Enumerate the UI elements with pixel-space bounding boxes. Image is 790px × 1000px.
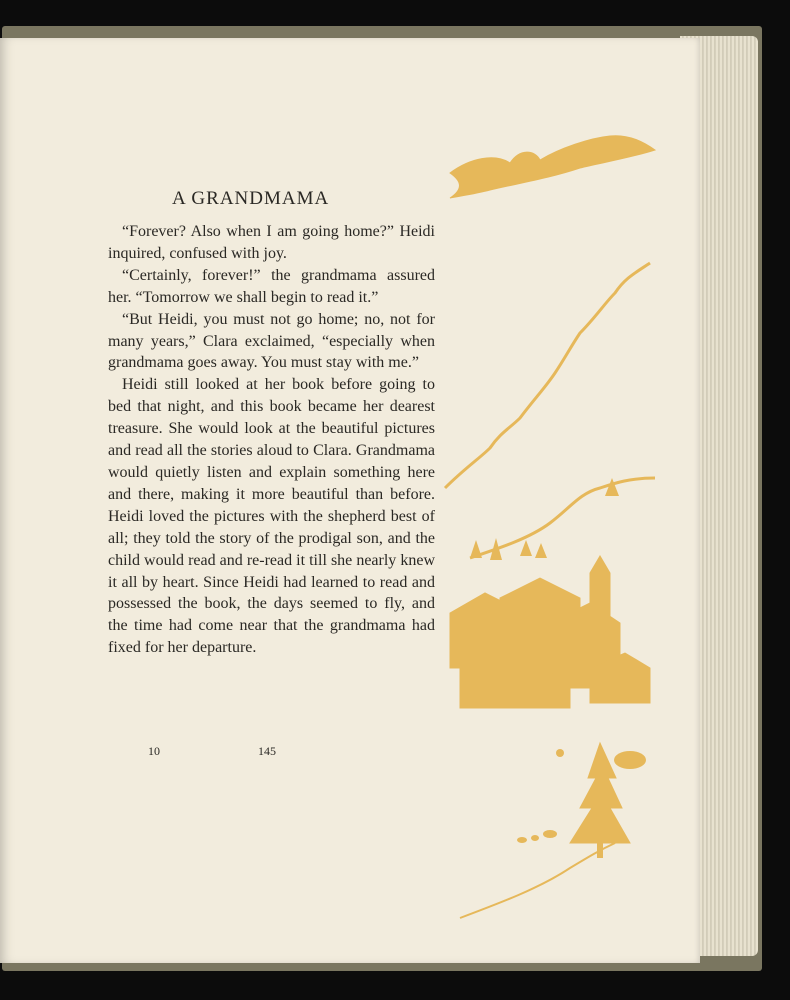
cloud-shape: [450, 136, 655, 198]
paragraph-3: “But Heidi, you must not go home; no, not for many years,” Clara exclaimed, “especially when grandmama goes away. You must stay with me.”: [108, 310, 435, 372]
tree-small-3: [520, 540, 532, 556]
chapter-heading: A GRANDMAMA: [172, 188, 330, 209]
body-text: [108, 221, 435, 659]
signature-mark: 10: [148, 744, 160, 758]
stone-9: [543, 830, 557, 838]
stone-8: [531, 835, 539, 841]
ridge-line: [445, 263, 650, 488]
stone-10: [556, 749, 564, 757]
trail-line: [460, 843, 615, 918]
tree-small-4: [535, 543, 547, 558]
paragraph-4: Heidi still looked at her book before going to bed that night, and this book became her dearest treasure. She would look at the beautiful pictures and read all the stories aloud to Clara. Grandmama would quietly listen and explain something here and there, making it more beautiful than before. Heidi loved the pictures with the shepherd best of all; they told the story of the prodigal son, and the child would read and re-read it till she nearly knew it all by heart. Since Heidi had learned to read and possessed the book, the days seemed to fly, and the time had come near that the grandmama had fixed for her departure.: [108, 376, 435, 657]
rock-shape: [614, 751, 646, 769]
stone-7: [517, 837, 527, 843]
paragraph-1: “Forever? Also when I am going home?” Heidi inquired, confused with joy.: [108, 223, 435, 262]
alpine-village-illustration: [440, 128, 660, 938]
church-tower: [590, 556, 610, 618]
page-number: 145: [258, 744, 276, 758]
tree-small-1: [470, 540, 482, 558]
book-page: [0, 38, 700, 963]
paragraph-2: “Certainly, forever!” the grandmama assured her. “Tomorrow we shall begin to read it.”: [108, 266, 435, 306]
village-houses: [450, 578, 650, 708]
